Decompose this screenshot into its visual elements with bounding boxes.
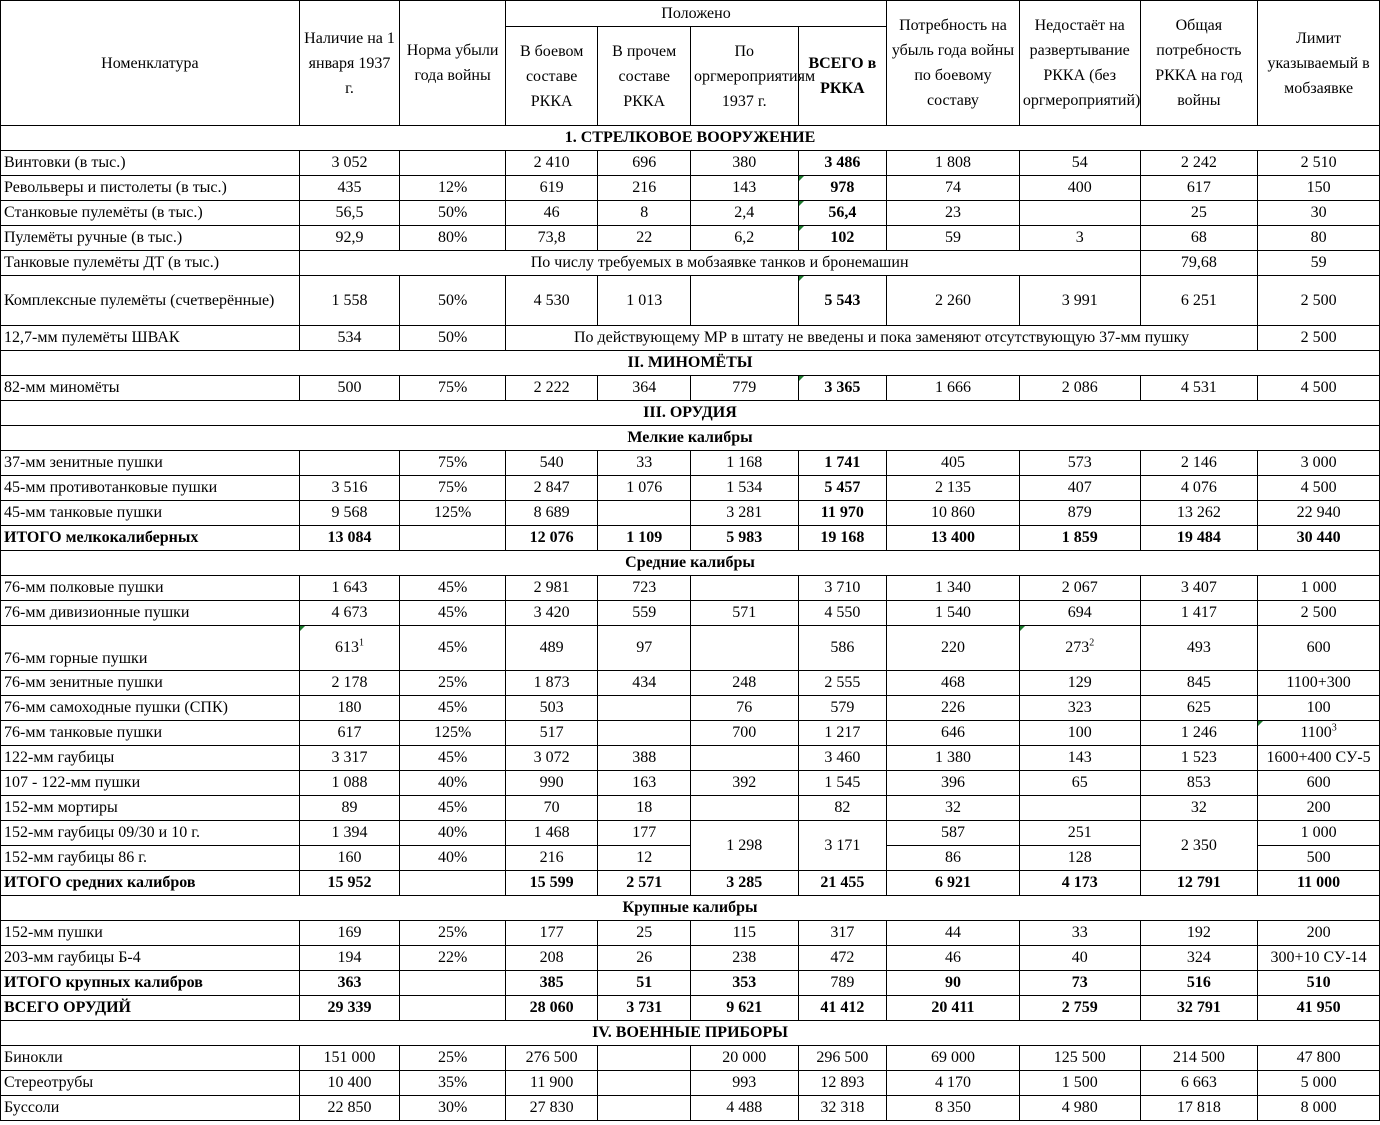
table-row: Винтовки (в тыс.) 3 052 2 410 696 380 3 486 1 808 54 2 242 2 510 <box>1 151 1380 176</box>
table-row: Пулемёты ручные (в тыс.) 92,9 80% 73,8 22 6,2 102 59 3 68 80 <box>1 226 1380 251</box>
table-row: 12,7-мм пулемёты ШВАК 534 50% По действующему МР в штату не введены и пока заменяют отсутствующую 37-мм пушку 2 500 <box>1 326 1380 351</box>
table-row-total: ВСЕГО ОРУДИЙ 29 339 28 060 3 731 9 621 41 412 20 411 2 759 32 791 41 950 <box>1 996 1380 1021</box>
table-row: 122-мм гаубицы 3 317 45% 3 072 388 3 460 1 380 143 1 523 1600+400 СУ-5 <box>1 746 1380 771</box>
header-by-measures: По оргмероприятиям 1937 г. <box>690 27 798 126</box>
table-row: 76-мм самоходные пушки (СПК) 180 45% 503 76 579 226 323 625 100 <box>1 696 1380 721</box>
table-row-total: ИТОГО мелкокалиберных 13 084 12 076 1 109 5 983 19 168 13 400 1 859 19 484 30 440 <box>1 526 1380 551</box>
footnote-mark: 2 <box>1089 637 1095 649</box>
table-row: 76-мм танковые пушки 617 125% 517 700 1 217 646 100 1 246 1100$^3$ <box>1 721 1380 746</box>
table-row: 152-мм мортиры 89 45% 70 18 82 32 32 200 <box>1 796 1380 821</box>
table-row-total: ИТОГО средних калибров 15 952 15 599 2 571 3 285 21 455 6 921 4 173 12 791 11 000 <box>1 871 1380 896</box>
section-title: III. ОРУДИЯ <box>1 401 1380 426</box>
table-row: Танковые пулемёты ДТ (в тыс.) По числу требуемых в мобзаявке танков и бронемашин 79,68 59 <box>1 251 1380 276</box>
header-allotted: Положено <box>505 1 886 27</box>
subsection-title: Мелкие калибры <box>1 426 1380 451</box>
section-title: IV. ВОЕННЫЕ ПРИБОРЫ <box>1 1021 1380 1046</box>
table-row: 76-мм горные пушки $613^1$ 45% 489 97 586 220 $273^2$ 493 600 <box>1 626 1380 671</box>
table-row: Бинокли 151 000 25% 276 500 20 000 296 500 69 000 125 500 214 500 47 800 <box>1 1046 1380 1071</box>
header-in-other: В прочем составе РККА <box>598 27 691 126</box>
header-shortage: Недостаёт на развертывание РККА (без оргмероприятий) <box>1019 1 1140 126</box>
header-nomenclature: Номенклатура <box>1 1 300 126</box>
subsection-title: Средние калибры <box>1 551 1380 576</box>
section-title: II. МИНОМЁТЫ <box>1 351 1380 376</box>
table-row-total: ИТОГО крупных калибров 363 385 51 353 789 90 73 516 510 <box>1 971 1380 996</box>
table-row: 45-мм противотанковые пушки 3 516 75% 2 847 1 076 1 534 5 457 2 135 407 4 076 4 500 <box>1 476 1380 501</box>
header-need-loss: Потребность на убыль года войны по боевому составу <box>887 1 1020 126</box>
table-row: 152-мм гаубицы 09/30 и 10 г. 1 394 40% 1 468 177 1 298 3 171 587 251 2 350 1 000 <box>1 821 1380 846</box>
table-row: 76-мм полковые пушки 1 643 45% 2 981 723 3 710 1 340 2 067 3 407 1 000 <box>1 576 1380 601</box>
table-row: Револьверы и пистолеты (в тыс.) 435 12% 619 216 143 978 74 400 617 150 <box>1 176 1380 201</box>
table-row: 76-мм дивизионные пушки 4 673 45% 3 420 559 571 4 550 1 540 694 1 417 2 500 <box>1 601 1380 626</box>
table-row: 82-мм миномёты 500 75% 2 222 364 779 3 365 1 666 2 086 4 531 4 500 <box>1 376 1380 401</box>
table-row: Стереотрубы 10 400 35% 11 900 993 12 893 4 170 1 500 6 663 5 000 <box>1 1071 1380 1096</box>
table-row: 203-мм гаубицы Б-4 194 22% 208 26 238 472 46 40 324 300+10 СУ-14 <box>1 946 1380 971</box>
table-row: Буссоли 22 850 30% 27 830 4 488 32 318 8 350 4 980 17 818 8 000 <box>1 1096 1380 1121</box>
header-in-combat: В боевом составе РККА <box>505 27 598 126</box>
header-limit: Лимит указываемый в мобзаявке <box>1258 1 1380 126</box>
header-total-need: Общая потребность РККА на год войны <box>1140 1 1258 126</box>
table-row: 45-мм танковые пушки 9 568 125% 8 689 3 281 11 970 10 860 879 13 262 22 940 <box>1 501 1380 526</box>
table-row: Комплексные пулемёты (счетверённые) 1 558 50% 4 530 1 013 5 543 2 260 3 991 6 251 2 500 <box>1 276 1380 326</box>
table-row: 152-мм пушки 169 25% 177 25 115 317 44 33 192 200 <box>1 921 1380 946</box>
header-loss-norm: Норма убыли года войны <box>400 1 506 126</box>
header-stock: Наличие на 1 января 1937 г. <box>299 1 400 126</box>
table-row: 152-мм гаубицы 86 г. 160 40% 216 12 86 128 500 <box>1 846 1380 871</box>
header-total-rkka: ВСЕГО в РККА <box>798 27 887 126</box>
footnote-mark: 3 <box>1331 722 1337 734</box>
table-row: Станковые пулемёты (в тыс.) 56,5 50% 46 8 2,4 56,4 23 25 30 <box>1 201 1380 226</box>
subsection-title: Крупные калибры <box>1 896 1380 921</box>
footnote-mark: 1 <box>359 637 364 649</box>
table-row: 107 - 122-мм пушки 1 088 40% 990 163 392 1 545 396 65 853 600 <box>1 771 1380 796</box>
table-row: 76-мм зенитные пушки 2 178 25% 1 873 434 248 2 555 468 129 845 1100+300 <box>1 671 1380 696</box>
table-row: 37-мм зенитные пушки 75% 540 33 1 168 1 741 405 573 2 146 3 000 <box>1 451 1380 476</box>
section-title: 1. СТРЕЛКОВОЕ ВООРУЖЕНИЕ <box>1 126 1380 151</box>
